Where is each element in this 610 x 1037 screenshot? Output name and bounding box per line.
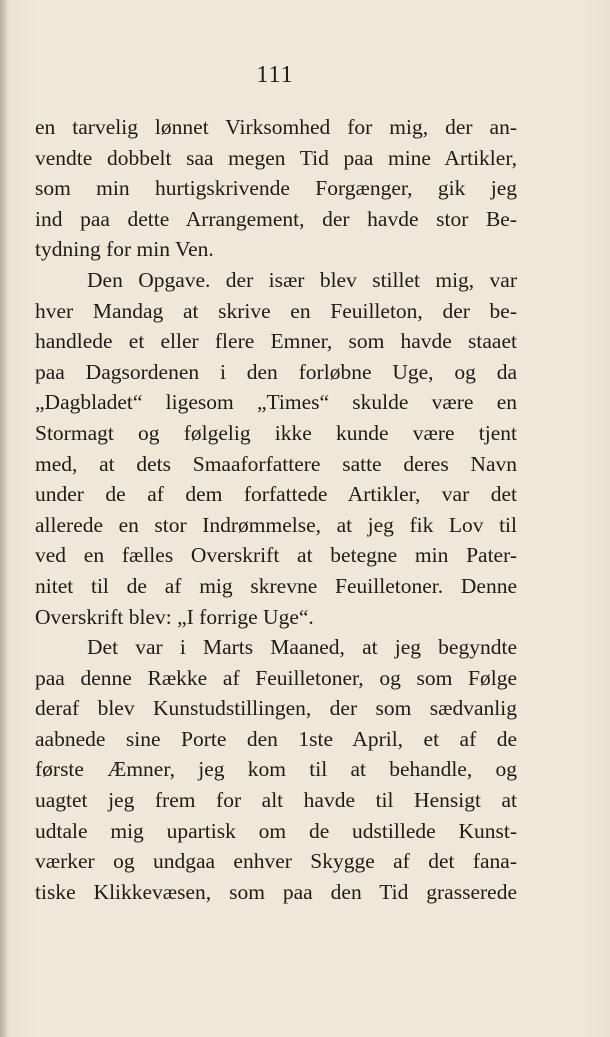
text-line: paa denne Række af Feuilletoner, og som Følge	[35, 665, 517, 690]
text-line: første Æmner, jeg kom til at behandle, og	[35, 757, 517, 782]
text-line: handlede et eller flere Emner, som havde staaet	[35, 329, 517, 354]
text-line: som min hurtigskrivende Forgænger, gik jeg	[35, 176, 517, 201]
paragraph-start-line: Den Opgave. der især blev stillet mig, var	[87, 267, 517, 292]
text-line: hver Mandag at skrive en Feuilleton, der be-	[35, 298, 517, 323]
text-line: med, at dets Smaaforfattere satte deres Navn	[35, 451, 517, 476]
text-line: ved en fælles Overskrift at betegne min Pater-	[35, 543, 517, 568]
spine-shadow	[0, 0, 8, 1037]
text-line: „Dagbladet“ ligesom „Times“ skulde være en	[35, 390, 517, 415]
text-line: Stormagt og følgelig ikke kunde være tjent	[35, 420, 517, 445]
text-line: paa Dagsordenen i den forløbne Uge, og da	[35, 359, 517, 384]
text-line: værker og undgaa enhver Skygge af det fana-	[35, 849, 517, 874]
text-line: deraf blev Kunstudstillingen, der som sædvanlig	[35, 696, 517, 721]
body-text	[35, 112, 517, 907]
text-line: Overskrift blev: „I forrige Uge“.	[35, 604, 314, 629]
paragraph-start-line: Det var i Marts Maaned, at jeg begyndte	[87, 635, 517, 660]
text-line: ind paa dette Arrangement, der havde stor Be-	[35, 206, 517, 231]
text-line: en tarvelig lønnet Virksomhed for mig, der an-	[35, 115, 517, 139]
text-line: tiske Klikkevæsen, som paa den Tid grasserede	[35, 879, 517, 904]
text-line: nitet til de af mig skrevne Feuilletoner. Denne	[35, 573, 517, 598]
text-line: udtale mig upartisk om de udstillede Kunst-	[35, 818, 517, 843]
text-line: vendte dobbelt saa megen Tid paa mine Artikler,	[35, 145, 517, 170]
text-line: allerede en stor Indrømmelse, at jeg fik Lov til	[35, 512, 517, 537]
text-line: aabnede sine Porte den 1ste April, et af de	[35, 726, 517, 751]
text-line: uagtet jeg frem for alt havde til Hensigt at	[35, 788, 517, 813]
text-line: tydning for min Ven.	[35, 237, 214, 262]
text-line: under de af dem forfattede Artikler, var det	[35, 482, 517, 507]
page-number: 111	[256, 62, 294, 88]
